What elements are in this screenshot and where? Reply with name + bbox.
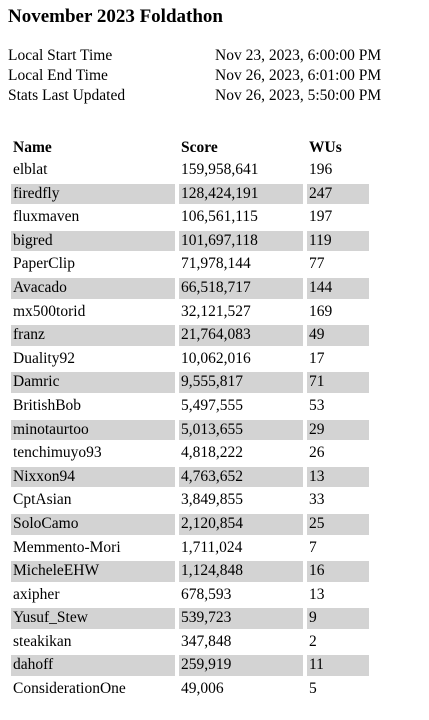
cell-name: fluxmaven <box>13 208 80 226</box>
cell-wus: 53 <box>303 396 369 417</box>
cell-score: 71,978,144 <box>175 254 303 275</box>
table-row <box>11 396 369 417</box>
table-row <box>11 302 369 323</box>
table-row <box>11 420 369 441</box>
cell-wus: 9 <box>303 608 369 629</box>
cell-wus: 49 <box>303 325 369 346</box>
cell-name: Memmento-Mori <box>13 538 121 556</box>
cell-wus: 5 <box>303 679 369 700</box>
last-updated-value: Nov 26, 2023, 5:50:00 PM <box>215 87 382 104</box>
cell-name: elblat <box>13 161 48 178</box>
cell-wus: 16 <box>303 561 369 582</box>
cell-score: 5,013,655 <box>175 420 303 441</box>
cell-name: Duality92 <box>13 349 75 367</box>
table-row <box>11 561 369 582</box>
cell-score: 347,848 <box>175 632 303 653</box>
cell-score: 259,919 <box>175 655 303 676</box>
cell-wus: 13 <box>303 585 369 606</box>
table-row <box>11 632 369 653</box>
cell-score: 1,124,848 <box>175 561 303 582</box>
cell-score: 1,711,024 <box>175 538 303 559</box>
cell-name: Avacado <box>11 278 175 299</box>
cell-score: 101,697,118 <box>175 231 303 252</box>
cell-wus: 197 <box>303 207 369 228</box>
cell-name: Damric <box>11 372 175 393</box>
header-score: Score <box>175 139 303 157</box>
info-row-end <box>8 66 421 86</box>
cell-score: 539,723 <box>175 608 303 629</box>
cell-wus: 11 <box>303 655 369 676</box>
cell-wus: 26 <box>303 443 369 464</box>
cell-name: steakikan <box>13 632 72 650</box>
table-row <box>11 231 369 252</box>
table-row <box>11 254 369 275</box>
cell-name: tenchimuyo93 <box>13 444 102 462</box>
cell-name: SoloCamo <box>11 514 175 535</box>
header-wus: WUs <box>303 139 369 157</box>
cell-name: PaperClip <box>13 255 75 273</box>
table-row <box>11 490 369 511</box>
cell-name: dahoff <box>11 655 175 676</box>
last-updated-label: Stats Last Updated <box>8 87 126 104</box>
stats-table-body <box>11 160 369 700</box>
cell-score: 678,593 <box>175 585 303 606</box>
start-time-label: Local Start Time <box>8 47 113 64</box>
table-row <box>11 585 369 606</box>
table-header-row <box>11 139 369 157</box>
cell-score: 66,518,717 <box>175 278 303 299</box>
table-row <box>11 467 369 488</box>
cell-score: 159,958,641 <box>175 160 303 181</box>
table-row <box>11 538 369 559</box>
cell-wus: 247 <box>303 184 369 205</box>
table-row <box>11 679 369 700</box>
cell-name: BritishBob <box>13 396 82 414</box>
cell-name: bigred <box>11 231 175 252</box>
cell-name: ConsiderationOne <box>13 680 126 698</box>
cell-name: franz <box>11 325 175 346</box>
cell-name: Yusuf_Stew <box>11 608 175 629</box>
cell-wus: 33 <box>303 490 369 511</box>
cell-score: 21,764,083 <box>175 325 303 346</box>
cell-wus: 13 <box>303 467 369 488</box>
table-row <box>11 160 369 181</box>
cell-score: 10,062,016 <box>175 349 303 370</box>
cell-name: axipher <box>13 585 60 603</box>
cell-wus: 29 <box>303 420 369 441</box>
cell-score: 9,555,817 <box>175 372 303 393</box>
cell-score: 4,818,222 <box>175 443 303 464</box>
table-row <box>11 514 369 535</box>
cell-name: Nixxon94 <box>11 467 175 488</box>
cell-score: 32,121,527 <box>175 302 303 323</box>
info-row-updated <box>8 86 421 106</box>
cell-score: 5,497,555 <box>175 396 303 417</box>
info-row-start <box>8 46 421 66</box>
cell-name: firedfly <box>11 184 175 205</box>
cell-score: 2,120,854 <box>175 514 303 535</box>
cell-wus: 169 <box>303 302 369 323</box>
stats-table <box>11 136 369 703</box>
cell-name: minotaurtoo <box>11 420 175 441</box>
table-row <box>11 184 369 205</box>
table-row <box>11 608 369 629</box>
page-title: November 2023 Foldathon <box>8 6 223 27</box>
table-row <box>11 325 369 346</box>
cell-score: 49,006 <box>175 679 303 700</box>
header-name: Name <box>13 139 52 156</box>
foldathon-page <box>8 4 421 703</box>
cell-score: 128,424,191 <box>175 184 303 205</box>
cell-wus: 77 <box>303 254 369 275</box>
cell-name: mx500torid <box>13 302 86 320</box>
cell-name: CptAsian <box>13 491 72 509</box>
cell-wus: 119 <box>303 231 369 252</box>
cell-wus: 71 <box>303 372 369 393</box>
end-time-value: Nov 26, 2023, 6:01:00 PM <box>215 67 382 84</box>
event-info <box>8 46 421 106</box>
cell-score: 106,561,115 <box>175 207 303 228</box>
table-row <box>11 278 369 299</box>
cell-wus: 25 <box>303 514 369 535</box>
cell-wus: 17 <box>303 349 369 370</box>
cell-score: 3,849,855 <box>175 490 303 511</box>
end-time-label: Local End Time <box>8 67 108 84</box>
cell-wus: 196 <box>303 160 369 181</box>
cell-score: 4,763,652 <box>175 467 303 488</box>
table-row <box>11 207 369 228</box>
start-time-value: Nov 23, 2023, 6:00:00 PM <box>215 47 382 64</box>
cell-wus: 2 <box>303 632 369 653</box>
cell-wus: 7 <box>303 538 369 559</box>
cell-name: MicheleEHW <box>11 561 175 582</box>
cell-wus: 144 <box>303 278 369 299</box>
table-row <box>11 349 369 370</box>
table-row <box>11 372 369 393</box>
table-row <box>11 443 369 464</box>
table-row <box>11 655 369 676</box>
